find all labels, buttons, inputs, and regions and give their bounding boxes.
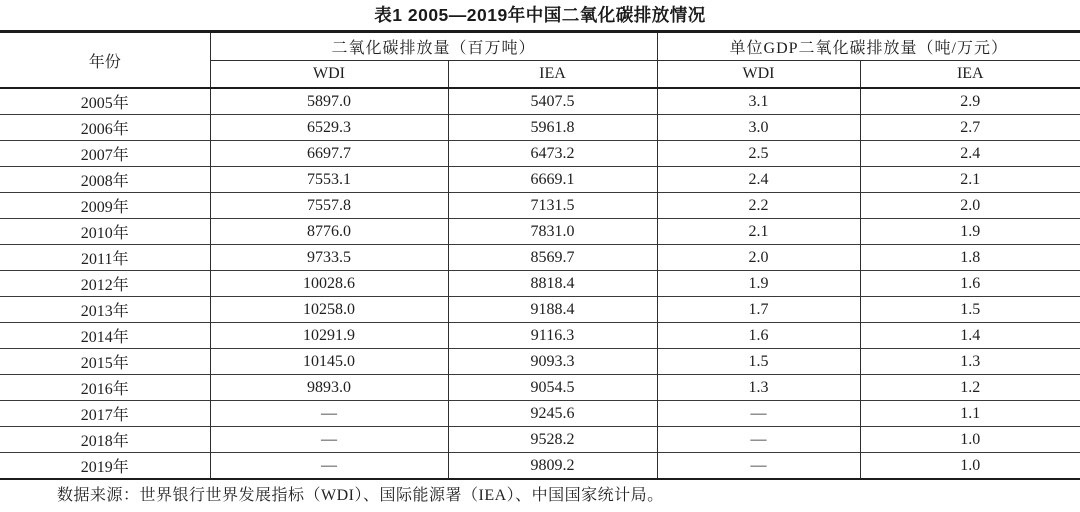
table-row: [0, 245, 1080, 271]
emissions-wdi-cell: 7557.8: [210, 193, 448, 219]
table-row: [0, 427, 1080, 453]
intensity-wdi-cell: 2.0: [657, 245, 860, 271]
intensity-iea-cell: 2.1: [860, 167, 1080, 193]
year-cell: 2011年: [0, 245, 210, 271]
intensity-iea-cell: 2.4: [860, 141, 1080, 167]
emissions-iea-cell: 9093.3: [448, 349, 657, 375]
emissions-wdi-cell: 6529.3: [210, 115, 448, 141]
table-row: [0, 453, 1080, 480]
column-header-year: 年份: [88, 53, 121, 71]
table-row: [0, 271, 1080, 297]
table-row: [0, 193, 1080, 219]
table-row: [0, 115, 1080, 141]
table-row: [0, 88, 1080, 115]
column-group-intensity: 单位GDP二氧化碳排放量（吨/万元）: [657, 32, 1080, 61]
intensity-wdi-cell: 3.1: [657, 88, 860, 115]
year-cell: 2015年: [0, 349, 210, 375]
table-header: [0, 32, 1080, 89]
intensity-wdi-cell: —: [657, 401, 860, 427]
column-group-emissions: 二氧化碳排放量（百万吨）: [210, 32, 657, 61]
emissions-iea-cell: 9116.3: [448, 323, 657, 349]
table-row: [0, 297, 1080, 323]
emissions-wdi-cell: 10145.0: [210, 349, 448, 375]
year-cell: 2018年: [0, 427, 210, 453]
table-row: [0, 375, 1080, 401]
emissions-wdi-cell: —: [210, 401, 448, 427]
intensity-iea-cell: 1.4: [860, 323, 1080, 349]
intensity-iea-cell: 2.9: [860, 88, 1080, 115]
emissions-wdi-cell: 9893.0: [210, 375, 448, 401]
source-note: 数据来源：世界银行世界发展指标（WDI）、国际能源署（IEA）、中国国家统计局。: [57, 487, 664, 504]
emissions-wdi-cell: 9733.5: [210, 245, 448, 271]
emissions-iea-cell: 5961.8: [448, 115, 657, 141]
intensity-wdi-cell: 2.4: [657, 167, 860, 193]
intensity-wdi-cell: 3.0: [657, 115, 860, 141]
emissions-wdi-cell: 8776.0: [210, 219, 448, 245]
emissions-wdi-cell: 10258.0: [210, 297, 448, 323]
emissions-iea-cell: 5407.5: [448, 88, 657, 115]
emissions-iea-cell: 8569.7: [448, 245, 657, 271]
emissions-wdi-cell: 5897.0: [210, 88, 448, 115]
intensity-wdi-cell: 1.3: [657, 375, 860, 401]
table-title: 表1 2005—2019年中国二氧化碳排放情况: [374, 5, 706, 25]
intensity-iea-cell: 2.7: [860, 115, 1080, 141]
emissions-wdi-cell: 10291.9: [210, 323, 448, 349]
emissions-wdi-cell: 6697.7: [210, 141, 448, 167]
intensity-iea-cell: 1.8: [860, 245, 1080, 271]
emissions-iea-cell: 9054.5: [448, 375, 657, 401]
intensity-wdi-cell: 1.7: [657, 297, 860, 323]
intensity-iea-cell: 1.5: [860, 297, 1080, 323]
intensity-wdi-cell: —: [657, 427, 860, 453]
intensity-wdi-cell: 2.2: [657, 193, 860, 219]
column-header-emissions-iea: IEA: [448, 61, 657, 89]
emissions-iea-cell: 7831.0: [448, 219, 657, 245]
intensity-wdi-cell: 1.6: [657, 323, 860, 349]
intensity-iea-cell: 1.2: [860, 375, 1080, 401]
emissions-wdi-cell: —: [210, 427, 448, 453]
table-body: [0, 88, 1080, 479]
emissions-wdi-cell: 10028.6: [210, 271, 448, 297]
intensity-wdi-cell: 2.1: [657, 219, 860, 245]
emissions-iea-cell: 9528.2: [448, 427, 657, 453]
emissions-iea-cell: 9188.4: [448, 297, 657, 323]
emissions-iea-cell: 8818.4: [448, 271, 657, 297]
year-cell: 2008年: [0, 167, 210, 193]
year-cell: 2010年: [0, 219, 210, 245]
table-row: [0, 167, 1080, 193]
year-cell: 2012年: [0, 271, 210, 297]
intensity-iea-cell: 1.9: [860, 219, 1080, 245]
emissions-iea-cell: 6473.2: [448, 141, 657, 167]
emissions-iea-cell: 9809.2: [448, 453, 657, 480]
intensity-wdi-cell: —: [657, 453, 860, 480]
year-cell: 2019年: [0, 453, 210, 480]
intensity-iea-cell: 1.1: [860, 401, 1080, 427]
year-cell: 2017年: [0, 401, 210, 427]
emissions-iea-cell: 6669.1: [448, 167, 657, 193]
emissions-iea-cell: 9245.6: [448, 401, 657, 427]
emissions-table: [0, 30, 1080, 480]
year-cell: 2009年: [0, 193, 210, 219]
column-header-emissions-wdi: WDI: [210, 61, 448, 89]
emissions-iea-cell: 7131.5: [448, 193, 657, 219]
intensity-iea-cell: 1.3: [860, 349, 1080, 375]
intensity-iea-cell: 1.0: [860, 453, 1080, 480]
emissions-wdi-cell: —: [210, 453, 448, 480]
year-cell: 2016年: [0, 375, 210, 401]
intensity-iea-cell: 1.6: [860, 271, 1080, 297]
intensity-iea-cell: 2.0: [860, 193, 1080, 219]
column-header-intensity-wdi: WDI: [657, 61, 860, 89]
year-cell: 2014年: [0, 323, 210, 349]
intensity-wdi-cell: 1.5: [657, 349, 860, 375]
intensity-wdi-cell: 2.5: [657, 141, 860, 167]
year-cell: 2007年: [0, 141, 210, 167]
year-cell: 2006年: [0, 115, 210, 141]
year-cell: 2013年: [0, 297, 210, 323]
emissions-wdi-cell: 7553.1: [210, 167, 448, 193]
intensity-iea-cell: 1.0: [860, 427, 1080, 453]
table-row: [0, 349, 1080, 375]
table-row: [0, 219, 1080, 245]
column-header-intensity-iea: IEA: [860, 61, 1080, 89]
year-cell: 2005年: [0, 88, 210, 115]
table-row: [0, 323, 1080, 349]
table-row: [0, 141, 1080, 167]
intensity-wdi-cell: 1.9: [657, 271, 860, 297]
table-row: [0, 401, 1080, 427]
